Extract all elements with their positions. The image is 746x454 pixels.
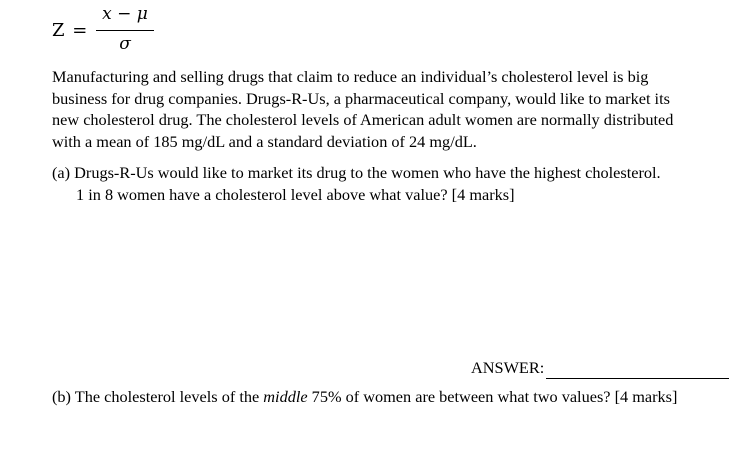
answer-label: ANSWER:: [471, 358, 545, 377]
z-score-formula: [52, 0, 182, 70]
question-b-prefix: (b) The cholesterol levels of the: [52, 387, 264, 406]
intro-line: business for drug companies. Drugs-R-Us, a pharmaceutical company, would like to market its: [52, 88, 670, 108]
question-a-line2: 1 in 8 women have a cholesterol level above what value? [4 marks]: [76, 185, 515, 204]
intro-paragraph: [52, 66, 742, 152]
question-a-line1: (a) Drugs-R-Us would like to market its drug to the women who have the highest cholesterol.: [52, 163, 661, 182]
question-b: [52, 386, 677, 408]
fraction-bar: [96, 30, 154, 31]
formula-denominator: σ: [119, 34, 131, 54]
question-b-emphasis: middle: [263, 387, 308, 406]
question-a: [52, 162, 742, 206]
answer-blank-line[interactable]: [546, 362, 729, 379]
intro-line: new cholesterol drug. The cholesterol levels of American adult women are normally distributed: [52, 110, 674, 129]
formula-lhs: Z =: [52, 20, 89, 41]
question-b-suffix: 75% of women are between what two values? [4 marks]: [307, 387, 678, 406]
intro-line: Manufacturing and selling drugs that claim to reduce an individual’s cholesterol level is big: [52, 67, 649, 86]
formula-numerator: x − μ: [102, 4, 148, 24]
answer-row: [471, 357, 729, 379]
intro-line: with a mean of 185 mg/dL and a standard deviation of 24 mg/dL.: [52, 131, 477, 151]
